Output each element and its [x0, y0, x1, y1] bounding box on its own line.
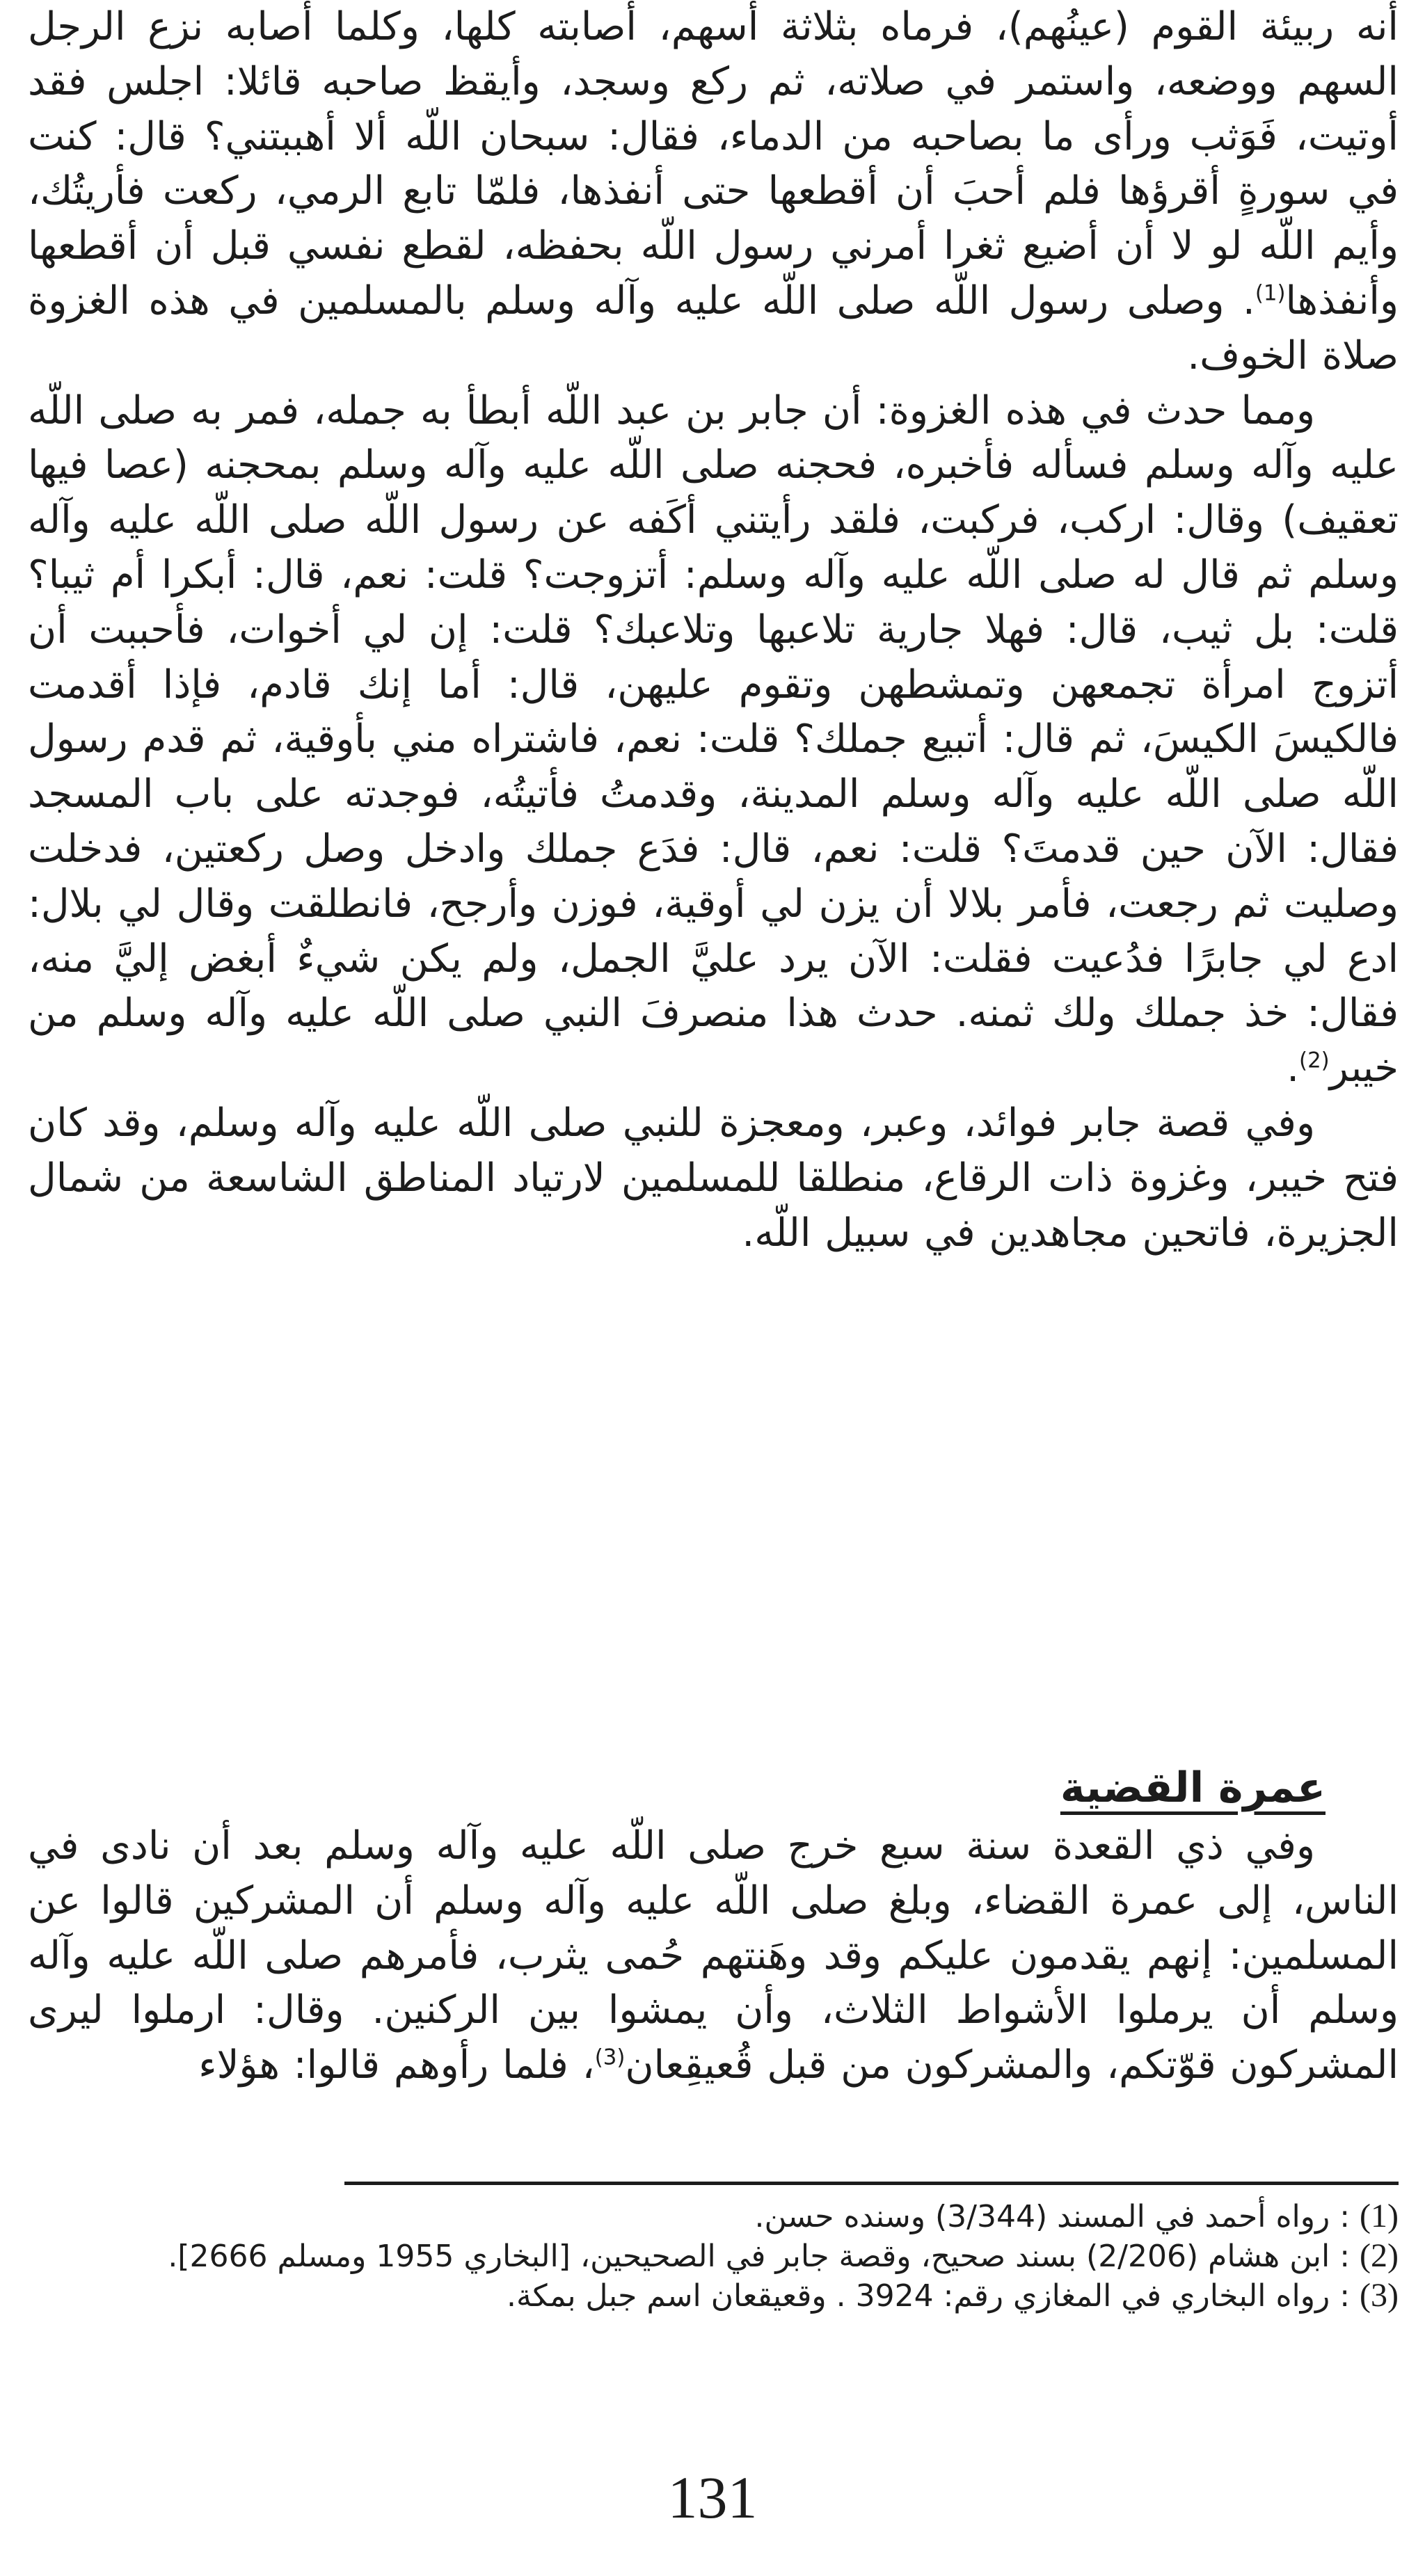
footnote-divider — [344, 2182, 1399, 2185]
footnote-2 — [28, 2237, 1399, 2276]
footnote-ref: (1) — [1255, 280, 1286, 306]
paragraph-tail: ، فلما رأوهم قالوا: هؤلاء — [198, 2042, 595, 2088]
paragraph-text: أنه ربيئة القوم (عينُهم)، فرماه بثلاثة أسهم، أصابته كلها، وكلما أصابه نزع الرجل السهم ووضعه، واستمر في صلاته، ثم ركع وسجد، وأيقظ صاحبه قائلا: اجلس فقد أوتيت، فَوَثب ورأى ما بصاحبه من الدماء، فقال: سبحان اللّه ألا أهببتني؟ قال: كنت في سورةٍ أقرؤها فلم أحبَ أن أقطعها حتى أنفذها، فلمّا تابع الرمي، ركعت فأريتُك، وأيم اللّه لو لا أن أضيع ثغرا أمرني رسول اللّه بحفظه، لقطع نفسي قبل أن أقطعها وأنفذها — [28, 4, 1399, 323]
footnotes — [28, 2197, 1399, 2316]
paragraph-2 — [28, 384, 1399, 1096]
footnote-text: : رواه أحمد في المسند (3/344) وسنده حسن. — [754, 2199, 1351, 2234]
paragraph-text: وفي ذي القعدة سنة سبع خرج صلى اللّه عليه وآله وسلم بعد أن نادى في الناس، إلى عمرة القضاء، وبلغ صلى اللّه عليه وآله وسلم أن المشركين قالوا عن المسلمين: إنهم يقدمون عليكم وقد وهَنتهم حُمى يثرب، فأمرهم صلى اللّه عليه وآله وسلم أن يرملوا الأشواط الثلاث، وأن يمشوا بين الركنين. وقال: ارملوا ليرى المشركون قوّتكم، والمشركون من قبل قُعيقِعان — [28, 1823, 1399, 2088]
paragraph-1 — [28, 0, 1399, 384]
footnote-number: (3) — [1360, 2277, 1399, 2314]
footnote-number: (2) — [1360, 2237, 1399, 2274]
paragraph-tail: . وصلى رسول اللّه صلى اللّه عليه وآله وسلم بالمسلمين في هذه الغزوة صلاة الخوف. — [28, 278, 1399, 378]
footnote-ref: (2) — [1299, 1048, 1330, 1073]
footnote-ref: (3) — [594, 2045, 626, 2070]
section-paragraph — [28, 1819, 1399, 2093]
paragraph-text: وفي قصة جابر فوائد، وعبر، ومعجزة للنبي صلى اللّه عليه وآله وسلم، وقد كان فتح خيبر، وغزوة ذات الرقاع، منطلقا للمسلمين لارتياد المناطق الشاسعة من شمال الجزيرة، فاتحين مجاهدين في سبيل اللّه. — [28, 1100, 1399, 1256]
footnote-text: : ابن هشام (2/206) بسند صحيح، وقصة جابر في الصحيحين، [البخاري 1955 ومسلم 2666]. — [168, 2239, 1351, 2274]
section-heading: عمرة القضية — [1060, 1763, 1326, 1812]
footnote-number: (1) — [1360, 2198, 1399, 2234]
paragraph-tail: . — [1287, 1046, 1300, 1091]
body-text — [28, 0, 1399, 1261]
book-page — [28, 0, 1399, 2576]
footnote-1 — [28, 2197, 1399, 2237]
page-number: 131 — [667, 2464, 758, 2531]
paragraph-3 — [28, 1096, 1399, 1261]
footnote-text: : رواه البخاري في المغازي رقم: 3924 . وقعيقعان اسم جبل بمكة. — [507, 2278, 1351, 2314]
paragraph-text: ومما حدث في هذه الغزوة: أن جابر بن عبد اللّه أبطأ به جمله، فمر به صلى اللّه عليه وآله وسلم فسأله فأخبره، فحجنه صلى اللّه عليه وآله وسلم بمحجنه (عصا فيها تعقيف) وقال: اركب، فركبت، فلقد رأيتني أكَفه عن رسول اللّه صلى اللّه عليه وآله وسلم ثم قال له صلى اللّه عليه وآله وسلم: أتزوجت؟ قلت: نعم، قال: أبكرا أم ثيبا؟ قلت: بل ثيب، قال: فهلا جارية تلاعبها وتلاعبك؟ قلت: إن لي أخوات، فأحببت أن أتزوج امرأة تجمعهن وتمشطهن وتقوم عليهن، قال: أما إنك قادم، فإذا أقدمت فالكيسَ الكيسَ، ثم قال: أتبيع جملك؟ قلت: نعم، فاشتراه مني بأوقية، ثم قدم رسول اللّه صلى اللّه عليه وآله وسلم المدينة، وقدمتُ فأتيتُه، فوجدته على باب المسجد فقال: الآن حين قدمتَ؟ قلت: نعم، قال: فدَع جملك وادخل وصل ركعتين، فدخلت وصليت ثم رجعت، فأمر بلالا أن يزن لي أوقية، فوزن وأرجح، فانطلقت وقال لي بلال: ادع لي جابرًا فدُعيت فقلت: الآن يرد عليَّ الجمل، ولم يكن شيءٌ أبغض إليَّ منه، فقال: خذ جملك ولك ثمنه. حدث هذا منصرفَ النبي صلى اللّه عليه وآله وسلم من خيبر — [28, 387, 1399, 1091]
section-umrat-al-qadiyya — [28, 1757, 1399, 2093]
footnote-3 — [28, 2276, 1399, 2316]
